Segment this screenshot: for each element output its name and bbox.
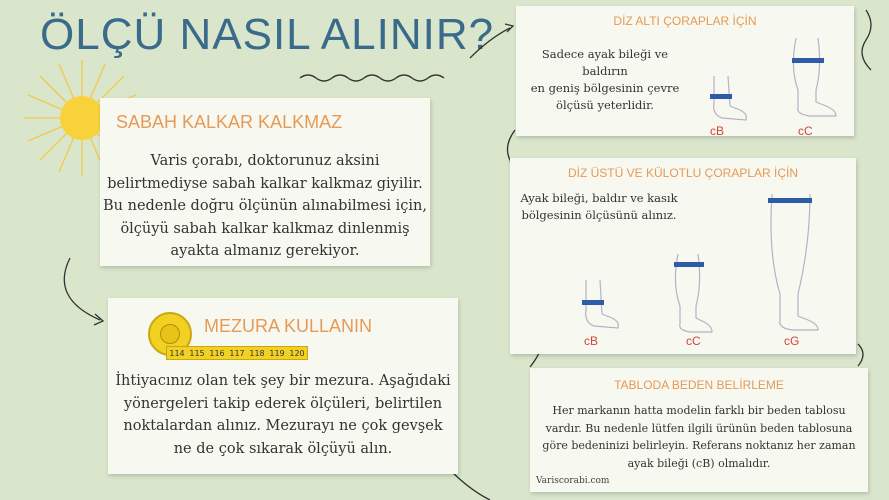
tape-number: 118 — [249, 348, 265, 358]
tape-measure-icon — [146, 312, 310, 362]
size-table-line: göre bedeninizi belirleyin. Referans noktanız her zaman — [542, 439, 856, 452]
morning-line: ölçüyü sabah kalkar kalkmaz dinlenmiş — [120, 220, 410, 237]
morning-line: Bu nedenle doğru ölçünün alınabilmesi için, — [103, 198, 427, 214]
above-knee-heading: DİZ ÜSTÜ VE KÜLOTLU ÇORAPLAR İÇİN — [567, 166, 799, 180]
page-title: ÖLÇÜ NASIL ALINIR? — [40, 10, 495, 59]
below-knee-heading: DİZ ALTI ÇORAPLAR İÇİN — [613, 14, 757, 28]
tape-number: 119 — [269, 348, 285, 358]
below-knee-line: ölçüsü yeterlidir. — [556, 98, 654, 112]
below-knee-line: en geniş bölgesinin çevre — [530, 81, 680, 95]
calf-leg-icon — [786, 38, 846, 118]
ankle-foot-icon — [700, 74, 750, 122]
size-table-line: vardır. Bu nedenle lütfen ilgili ürünün beden tablosuna — [545, 421, 853, 435]
size-table-heading: TABLODA BEDEN BELİRLEME — [614, 378, 784, 392]
label-cb: cB — [710, 124, 725, 138]
morning-line: belirtmediyse sabah kalkar kalkmaz giyilir. — [107, 175, 423, 192]
tape-line: yönergeleri takip ederek ölçüleri, belirtilen — [123, 395, 443, 412]
size-table-line: ayak bileği (cB) olmalıdır. — [627, 456, 771, 470]
tape-number: 120 — [289, 348, 305, 358]
above-knee-line: Ayak bileği, baldır ve kasık — [520, 191, 678, 205]
size-table-card — [530, 368, 868, 492]
morning-line: ayakta almanız gerekiyor. — [170, 243, 360, 259]
tape-number: 115 — [189, 348, 205, 358]
tape-line: ne de çok sıkarak ölçüyü alın. — [173, 440, 393, 457]
ankle-foot-icon — [572, 278, 622, 330]
brand-watermark: Variscorabi.com — [536, 476, 610, 486]
size-table-line: Her markanın hatta modelin farklı bir beden tablosu — [552, 404, 846, 417]
label-cc: cC — [686, 334, 701, 348]
tape-number: 117 — [229, 348, 245, 358]
tape-number: 116 — [209, 348, 225, 358]
above-knee-card — [510, 158, 856, 354]
label-cg: cG — [784, 334, 800, 348]
tape-line: İhtiyacınız olan tek şey bir mezura. Aşağıdaki — [115, 373, 451, 389]
morning-heading: SABAH KALKAR KALKMAZ — [116, 112, 343, 132]
tape-line: noktalardan alınız. Mezurayı ne çok gevşek — [123, 418, 443, 434]
morning-card — [100, 98, 430, 266]
tape-number: 114 — [169, 348, 185, 358]
thigh-leg-icon — [766, 194, 822, 334]
below-knee-card — [516, 6, 854, 136]
above-knee-line: bölgesinin ölçüsünü alınız. — [521, 208, 677, 222]
tape-heading: MEZURA KULLANIN — [204, 316, 373, 336]
label-cb: cB — [584, 334, 599, 348]
morning-line: Varis çorabı, doktorunuz aksini — [150, 153, 380, 169]
below-knee-line: Sadece ayak bileği ve baldırın — [541, 47, 669, 78]
label-cc: cC — [798, 124, 813, 138]
calf-leg-icon — [668, 254, 718, 334]
